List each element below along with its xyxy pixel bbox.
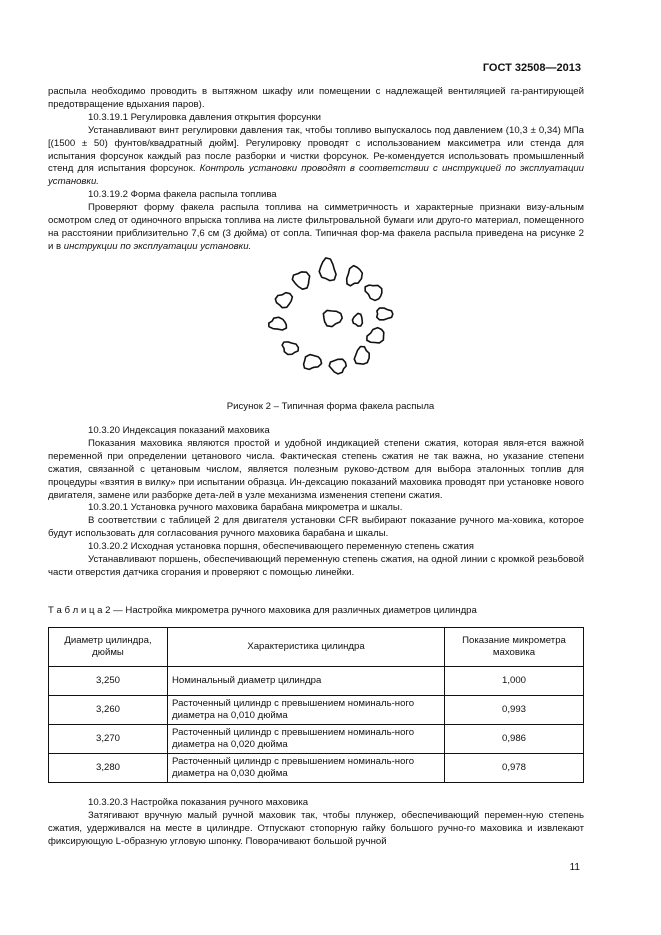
table-row <box>49 696 584 725</box>
spray-droplet <box>317 257 337 283</box>
cell-reading: 0,978 <box>445 754 584 783</box>
micrometer-table <box>48 627 584 783</box>
spray-pattern-figure <box>262 254 412 384</box>
spray-droplet <box>280 340 300 358</box>
spray-droplet <box>344 265 364 289</box>
text-run: Проверяют форму факела распыла топлива на симметричность и характерные признаки визу-альным осмотром след от одиночного впрыска топлива на листе фильтровальной бумаги или друго-го материал, помещенного на расстоянии приблизительно 7,6 см (3 дюйма) от сопла. Типичная фор-ма факела распыла приведена на рисунке 2 и в <box>48 202 584 252</box>
table-row <box>49 754 584 783</box>
text-run: 10.3.20 Индексация показаний маховика <box>88 425 270 436</box>
spray-droplet <box>329 359 346 374</box>
text-run: 10.3.20.3 Настройка показания ручного маховика <box>88 797 309 808</box>
paragraph <box>48 438 584 503</box>
paragraph <box>48 797 584 810</box>
text-block-top <box>48 86 584 254</box>
text-run: Устанавливают винт регулировки давления так, чтобы топливо выпускалось под давлением (10,3 ± 0,34) МПа [(1500 ± 50) фунтов/квадратный дюйм]. Регулировку проводят с использованием максиметра или стенда для испытания форсунок каждый раз после разборки и чистки форсунок. Ре-комендуется использовать промышленный стенд для испытания форсунок. <box>48 124 584 175</box>
page-number: 11 <box>569 862 580 873</box>
spray-droplet <box>364 326 387 347</box>
spray-droplet <box>377 308 393 320</box>
text-run: 10.3.20.2 Исходная установка поршня, обеспечивающего переменную степень сжатия <box>88 541 474 553</box>
header-reading: Показание микрометра маховика <box>445 628 584 667</box>
paragraph <box>48 202 584 254</box>
paragraph <box>48 125 584 190</box>
paragraph <box>48 425 584 438</box>
text-run: 10.3.19.2 Форма факела распыла топлива <box>88 189 277 201</box>
spray-droplet <box>302 352 323 370</box>
paragraph <box>48 112 584 125</box>
cell-diameter: 3,250 <box>49 667 168 696</box>
text-run: 10.3.20.1 Установка ручного маховика барабана микрометра и шкалы. <box>88 502 403 514</box>
spray-droplet <box>353 345 371 366</box>
cell-reading: 0,986 <box>445 725 584 754</box>
table-row <box>49 667 584 696</box>
text-run: 10.3.19.1 Регулировка давления открытия форсунки <box>88 111 322 123</box>
cell-diameter: 3,260 <box>49 696 168 725</box>
paragraph <box>48 189 584 202</box>
cell-characteristic: Расточенный цилиндр с превышением номиналь-ного диаметра на 0,020 дюйма <box>168 725 445 754</box>
table-row <box>49 725 584 754</box>
text-run: Устанавливают поршень, обеспечивающий переменную степень сжатия, на одной линии с кромкой резьбовой части отверстия датчика сгорания и проверяют с помощью линейки. <box>48 554 584 578</box>
spray-droplet <box>352 313 362 326</box>
paragraph <box>48 554 584 580</box>
table-header-row <box>49 628 584 667</box>
paragraph <box>48 86 584 112</box>
standard-header: ГОСТ 32508—2013 <box>482 62 581 74</box>
cell-reading: 0,993 <box>445 696 584 725</box>
text-block-middle <box>48 425 584 580</box>
spray-droplet <box>323 310 342 326</box>
cell-characteristic: Расточенный цилиндр с превышением номиналь-ного диаметра на 0,010 дюйма <box>168 696 445 725</box>
cell-characteristic: Расточенный цилиндр с превышением номиналь-ного диаметра на 0,030 дюйма <box>168 754 445 783</box>
header-diameter: Диаметр цилиндра, дюймы <box>49 628 168 667</box>
cell-reading: 1,000 <box>445 667 584 696</box>
figure-caption: Рисунок 2 – Типичная форма факела распыла <box>226 401 435 412</box>
spray-droplet <box>362 280 385 302</box>
paragraph <box>48 810 584 849</box>
paragraph <box>48 502 584 515</box>
spray-droplet <box>274 291 295 310</box>
text-run: Показания маховика являются простой и удобной индикацией степени сжатия, которая явля-ется важной переменной при определении цетанового числа. Фактическая степень сжатия не так важна, но указание степени сжатия, связанной с цетановым числом, является полезным руково-дством для выбора эталонных топлив для процедуры «взятия в вилку» при испытании образца. Ин-дексацию показаний маховика проводят при установке нового двигателя, замене или разборке дета-лей в узле механизма изменения степени сжатия. <box>48 437 584 501</box>
table-caption: Т а б л и ц а 2 — Настройка микрометра ручного маховика для различных диаметров цилиндра <box>48 605 477 616</box>
spray-droplet <box>268 316 287 330</box>
text-block-bottom <box>48 797 584 849</box>
cell-characteristic: Номинальный диаметр цилиндра <box>168 667 445 696</box>
text-run: Затягивают вручную малый ручной маховик так, чтобы плунжер, обеспечивающий перемен-ную степень сжатия, удерживался на месте в цилиндре. Отпускают стопорную гайку большого ручно-го маховика и извлекают фиксирующую L-образную угловую шпонку. Поворачивают большой ручной <box>48 809 584 847</box>
paragraph <box>48 541 584 554</box>
cell-diameter: 3,280 <box>49 754 168 783</box>
italic-text: Контроль установки проводят в соответствии с инструкцией по эксплуатации установки. <box>48 163 584 188</box>
spray-droplet <box>290 267 314 291</box>
paragraph <box>48 515 584 541</box>
italic-text: инструкции по эксплуатации установки. <box>63 240 252 252</box>
cell-diameter: 3,270 <box>49 725 168 754</box>
text-run: В соответствии с таблицей 2 для двигателя установки CFR выбирают показание ручного ма-ховика, которое будут использовать для согласования ручного маховика барабана и шкалы. <box>48 515 584 540</box>
header-characteristic: Характеристика цилиндра <box>168 628 445 667</box>
text-run: распыла необходимо проводить в вытяжном шкафу или помещении с надлежащей вентиляцией га-рантирующей предотвращение вдыхания паров). <box>48 86 584 110</box>
